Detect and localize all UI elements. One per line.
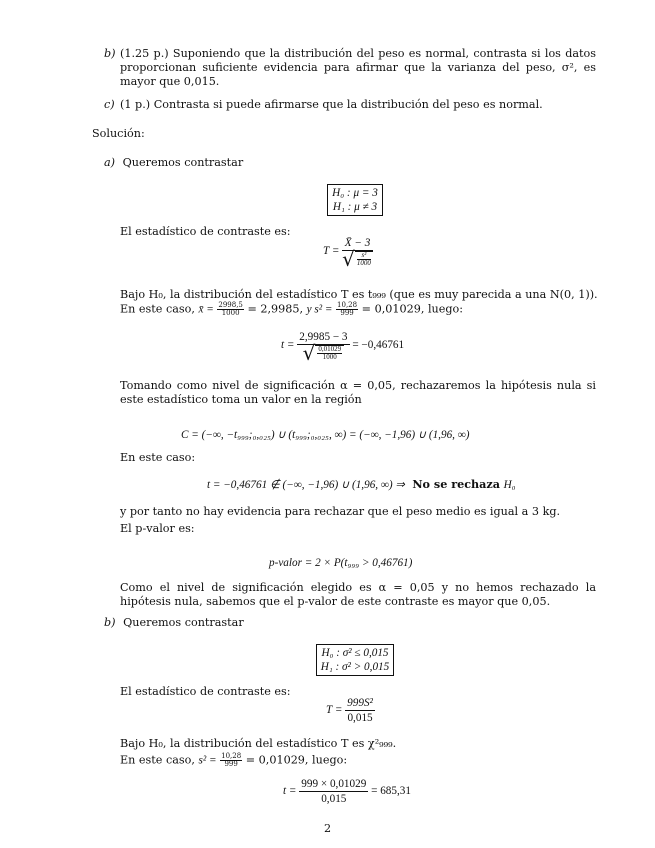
part-b-stat-intro: El estadístico de contraste es: bbox=[120, 685, 291, 698]
part-a-pvalue-conclusion: Como el nivel de significación elegido es α = 0,05 y no hemos rechazado la hipótesis nula, sabemos que el p-valor de este contraste es mayor que 0,05. bbox=[120, 581, 596, 608]
question-c-points: (1 p.) bbox=[120, 98, 151, 111]
part-a-s2-fraction bbox=[336, 302, 358, 317]
part-a-h0: H₀ : μ = 3 bbox=[332, 187, 378, 199]
part-a-conclusion: y por tanto no hay evidencia para rechazar que el peso medio es igual a 3 kg. bbox=[120, 505, 561, 518]
question-b-text: Suponiendo que la distribución del peso es normal, contrasta si los datos proporcionan suficiente evidencia para afirmar que la varianza del peso, σ², es mayor que 0,015. bbox=[120, 47, 596, 88]
part-a-xbar-val: = 2,9985, bbox=[247, 302, 304, 316]
part-a-s2-lhs: y s² = bbox=[306, 303, 333, 316]
part-a-xbar-fraction bbox=[217, 302, 244, 317]
part-a-xbar-lhs: x̄ = bbox=[198, 303, 214, 316]
part-a-stat-intro: El estadístico de contraste es: bbox=[120, 225, 291, 238]
part-b-distribution: Bajo H₀, la distribución del estadístico T es χ²₉₉₉. bbox=[120, 737, 397, 750]
part-b-stat-fraction bbox=[345, 696, 375, 725]
part-a-stat-formula bbox=[323, 236, 373, 271]
part-a-t-lhs: t = bbox=[281, 339, 295, 352]
part-a-region-text: Tomando como nivel de significación α = 0,05, rechazaremos la hipótesis nula si este estadístico toma un valor en la región bbox=[120, 379, 596, 406]
part-a-decision bbox=[207, 477, 516, 492]
part-b-intro-text: Queremos contrastar bbox=[123, 616, 244, 629]
part-a-s2-num: 10,28 bbox=[337, 301, 358, 309]
part-a-case-values bbox=[120, 302, 463, 317]
question-b-points: (1.25 p.) bbox=[120, 47, 169, 60]
part-b-stat-den: 0,015 bbox=[347, 712, 373, 724]
part-a-intro-text: Queremos contrastar bbox=[122, 156, 244, 169]
part-b-hypotheses bbox=[0, 644, 655, 676]
part-a-label: a) bbox=[104, 156, 116, 169]
part-b-h1: H₁ : σ² > 0,015 bbox=[320, 661, 390, 673]
part-a-t-root-num: 0,01029 bbox=[318, 345, 342, 353]
part-b-s2-val: = 0,01029, luego: bbox=[245, 753, 348, 767]
part-a-xbar-den: 1000 bbox=[221, 309, 240, 317]
part-a-s2-den: 999 bbox=[340, 309, 354, 317]
part-b-s2-den: 999 bbox=[224, 760, 238, 768]
part-a-hypotheses bbox=[0, 184, 655, 216]
part-b-s2-lhs: s² = bbox=[198, 754, 217, 767]
part-b-t-num: 999 × 0,01029 bbox=[301, 778, 367, 790]
part-b-stat-lhs: T = bbox=[326, 704, 343, 717]
part-a-stat-fraction bbox=[342, 236, 373, 271]
part-b-label: b) bbox=[104, 616, 116, 629]
question-c-text: Contrasta si puede afirmarse que la distribución del peso es normal. bbox=[153, 98, 543, 111]
part-b-case-prefix: En este caso, bbox=[120, 753, 195, 767]
solution-heading: Solución: bbox=[92, 127, 145, 140]
part-b-s2-fraction bbox=[220, 753, 242, 768]
part-a-intro bbox=[104, 156, 243, 170]
part-a-pvalue-formula: p-valor = 2 × P(t₉₉₉ > 0,46761) bbox=[269, 557, 413, 569]
part-b-t-lhs: t = bbox=[283, 785, 297, 798]
question-c bbox=[104, 98, 596, 112]
part-a-stat-root-num: s² bbox=[357, 252, 371, 260]
part-b-stat-num: 999S² bbox=[347, 697, 373, 709]
part-a-t-num: 2,9985 − 3 bbox=[299, 331, 348, 343]
part-b-case-values bbox=[120, 753, 347, 768]
part-b-s2-num: 10,28 bbox=[221, 752, 242, 760]
part-a-decision-formula: t = −0,46761 ∉ (−∞, −1,96) ∪ (1,96, ∞) ⇒ bbox=[207, 479, 405, 491]
part-b-hypotheses-box bbox=[316, 644, 394, 676]
part-a-t-root-den: 1000 bbox=[322, 353, 337, 361]
question-b bbox=[104, 47, 596, 89]
part-b-t-den: 0,015 bbox=[321, 793, 347, 805]
question-c-label: c) bbox=[104, 98, 115, 111]
part-a-h1: H₁ : μ ≠ 3 bbox=[332, 201, 378, 213]
part-b-t-formula bbox=[283, 777, 411, 806]
part-a-distribution: Bajo H₀, la distribución del estadístico T es t₉₉₉ (que es muy parecida a una N(0, 1)). bbox=[120, 288, 598, 301]
part-a-decision-bold: No se rechaza bbox=[412, 477, 501, 491]
part-a-t-fraction bbox=[297, 330, 349, 365]
part-a-case-prefix: En este caso, bbox=[120, 302, 195, 316]
part-a-decision-h0: H₀ bbox=[503, 479, 516, 491]
part-a-hypotheses-box bbox=[327, 184, 383, 216]
part-a-s2-val: = 0,01029, luego: bbox=[361, 302, 464, 316]
part-a-region-formula: C = (−∞, −t₉₉₉;₀,₀₂₅) ∪ (t₉₉₉;₀,₀₂₅, ∞) = (−∞, −1,96) ∪ (1,96, ∞) bbox=[181, 429, 470, 441]
part-a-t-den: √ $\frac{0,01029}{1000}$ bbox=[297, 345, 349, 361]
part-b-intro bbox=[104, 616, 244, 630]
part-b-h0: H₀ : σ² ≤ 0,015 bbox=[321, 647, 389, 659]
part-a-stat-num: X̄ − 3 bbox=[342, 236, 373, 251]
part-a-pvalue-intro: El p-valor es: bbox=[120, 522, 195, 535]
part-b-stat-formula bbox=[326, 696, 375, 725]
part-a-t-formula bbox=[281, 330, 405, 365]
part-a-xbar-num: 2998,5 bbox=[218, 301, 243, 309]
part-a-stat-lhs: T = bbox=[323, 245, 340, 258]
part-b-t-fraction bbox=[299, 777, 368, 806]
page-number: 2 bbox=[323, 822, 332, 835]
question-b-label: b) bbox=[104, 47, 116, 60]
part-a-en-este-caso: En este caso: bbox=[120, 451, 196, 464]
part-b-t-val: = 685,31 bbox=[371, 785, 411, 798]
part-a-stat-den: √ $\frac{\text{s²}}{1000}$ bbox=[342, 247, 371, 271]
part-a-t-val: = −0,46761 bbox=[352, 339, 405, 352]
part-a-stat-root-den: 1000 bbox=[356, 259, 371, 267]
